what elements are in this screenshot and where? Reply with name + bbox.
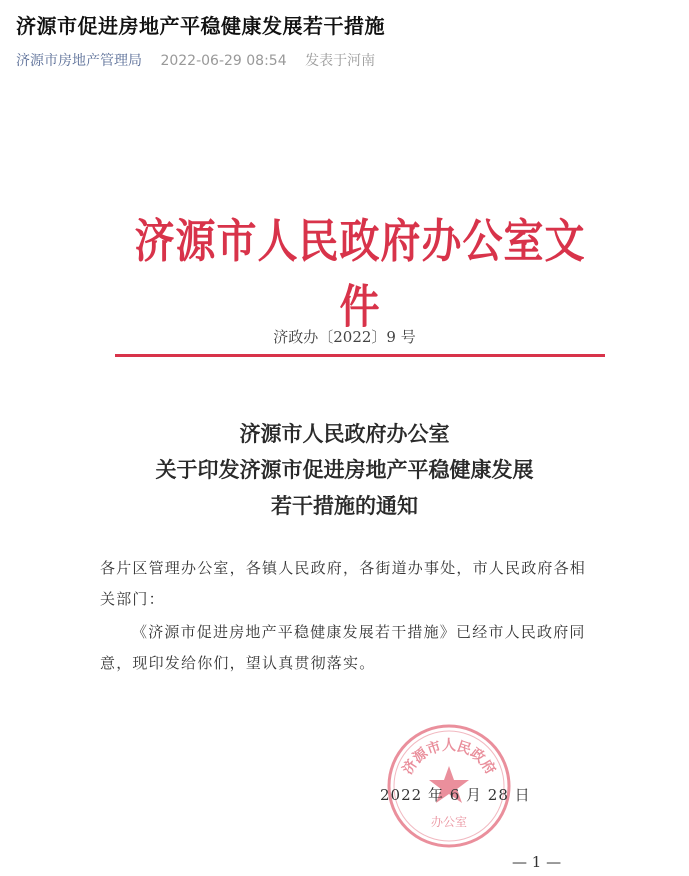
publish-time: 2022-06-29 08:54 [160, 53, 287, 69]
notice-title-line: 关于印发济源市促进房地产平稳健康发展 [155, 457, 534, 482]
page-number: — 1 — [512, 853, 562, 871]
document-date: 2022 年 6 月 28 日 [380, 786, 531, 804]
notice-title-line: 济源市人民政府办公室 [239, 421, 450, 446]
salutation: 各片区管理办公室，各镇人民政府，各街道办事处，市人民政府各相关部门： [100, 559, 587, 608]
svg-text:办公室: 办公室 [430, 815, 468, 829]
article-title: 济源市促进房地产平稳健康发展若干措施 [16, 14, 385, 38]
publish-location: 发表于河南 [305, 53, 376, 69]
svg-text:济源市人民政府: 济源市人民政府 [399, 738, 499, 778]
red-divider [115, 354, 605, 357]
notice-title [0, 416, 689, 524]
notice-title-line: 若干措施的通知 [271, 493, 418, 518]
red-header: 济源市人民政府办公室文件 [134, 214, 586, 334]
body-paragraph: 《济源市促进房地产平稳健康发展若干措施》已经市人民政府同意，现印发给你们，望认真贯彻落实。 [100, 623, 586, 672]
document-number: 济政办〔2022〕9 号 [273, 328, 416, 346]
account-link[interactable]: 济源市房地产管理局 [16, 53, 142, 69]
